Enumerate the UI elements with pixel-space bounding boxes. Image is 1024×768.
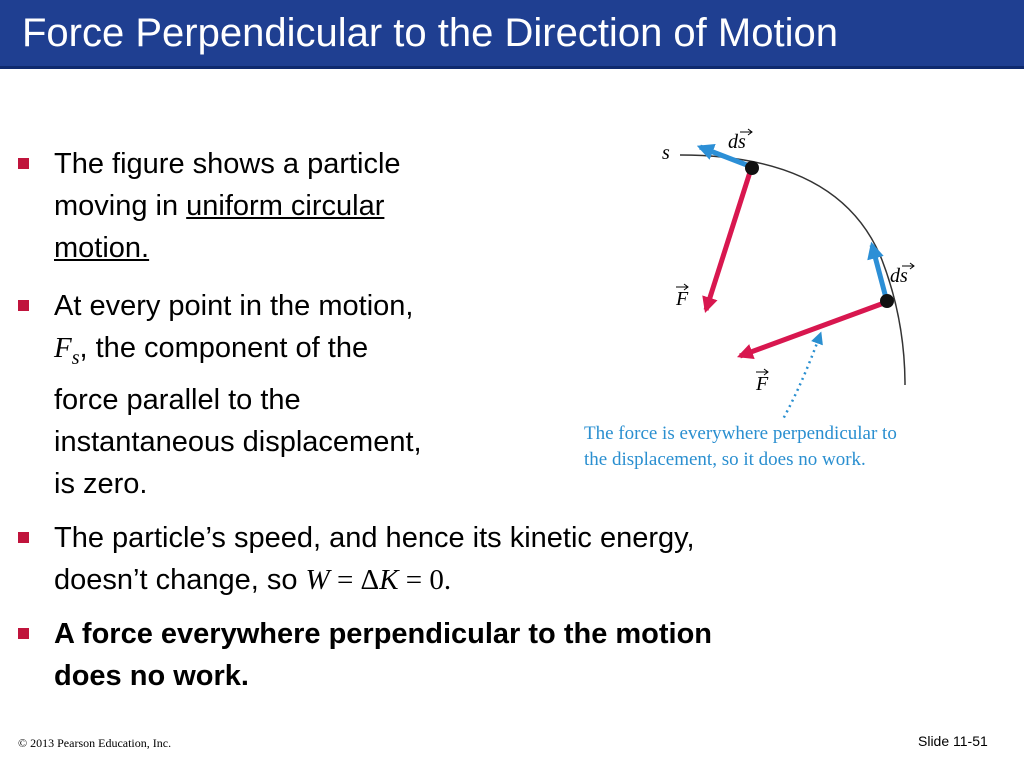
force-arrow-bottom	[740, 303, 884, 356]
bullet-2-line-3: force parallel to the	[54, 383, 301, 416]
caption-pointer	[778, 335, 820, 420]
bullet-2-line-2	[54, 327, 422, 379]
work-symbol: W	[305, 564, 330, 596]
force-arrow-top	[706, 172, 750, 310]
slide-number: Slide 11-51	[918, 733, 988, 749]
bullet-3	[54, 517, 695, 601]
circular-motion-figure	[570, 120, 1010, 420]
label-F-top: F	[676, 288, 689, 310]
bullet-marker	[18, 532, 29, 543]
bullet-2	[54, 285, 422, 505]
bullet-marker	[18, 300, 29, 311]
bullet-2-line-5: is zero.	[54, 467, 148, 500]
figure-caption	[584, 421, 1004, 473]
bullet-3-line-1: The particle’s speed, and hence its kinetic energy,	[54, 522, 695, 554]
label-ds-top: ds	[728, 131, 746, 153]
bullet-2-text: , the component of the	[79, 332, 369, 364]
uniform-circular-motion-link-end[interactable]: motion.	[54, 232, 150, 264]
particle-top	[745, 161, 759, 175]
bullet-2-line-4: instantaneous displacement,	[54, 425, 422, 458]
bullet-3-line-2	[54, 559, 695, 601]
bullet-marker	[18, 628, 29, 639]
equation-mid: = Δ	[329, 564, 380, 596]
bullet-1-line-3	[54, 227, 401, 269]
circular-path	[680, 155, 905, 385]
bullet-4	[54, 613, 712, 697]
subscript-s: s	[71, 346, 80, 369]
bullet-1-line-1: The figure shows a particle	[54, 148, 401, 180]
uniform-circular-motion-link[interactable]: uniform circular	[186, 190, 385, 222]
kinetic-energy-symbol: K	[379, 564, 399, 596]
bullet-1-text: moving in	[54, 190, 187, 222]
title-bar	[0, 0, 1024, 69]
force-symbol: F	[54, 332, 72, 364]
bullet-1	[54, 143, 401, 269]
bullet-1-line-2	[54, 185, 401, 227]
label-F-bottom: F	[756, 373, 769, 395]
bullet-3-text: doesn’t change, so	[54, 564, 306, 596]
bullet-4-line-1: A force everywhere perpendicular to the motion	[54, 618, 713, 650]
bullet-marker	[18, 158, 29, 169]
bullet-2-line-1: At every point in the motion,	[54, 290, 414, 322]
particle-bottom	[880, 294, 894, 308]
label-ds-bottom: ds	[890, 265, 908, 287]
figure-caption-line-2: the displacement, so it does no work.	[584, 449, 866, 470]
figure-caption-line-1: The force is everywhere perpendicular to	[584, 423, 897, 444]
bullet-4-line-2: does no work.	[54, 660, 249, 692]
copyright: © 2013 Pearson Education, Inc.	[18, 736, 172, 750]
equation-end: = 0.	[398, 564, 452, 596]
slide-title: Force Perpendicular to the Direction of Motion	[22, 11, 838, 55]
label-s: s	[662, 142, 670, 164]
